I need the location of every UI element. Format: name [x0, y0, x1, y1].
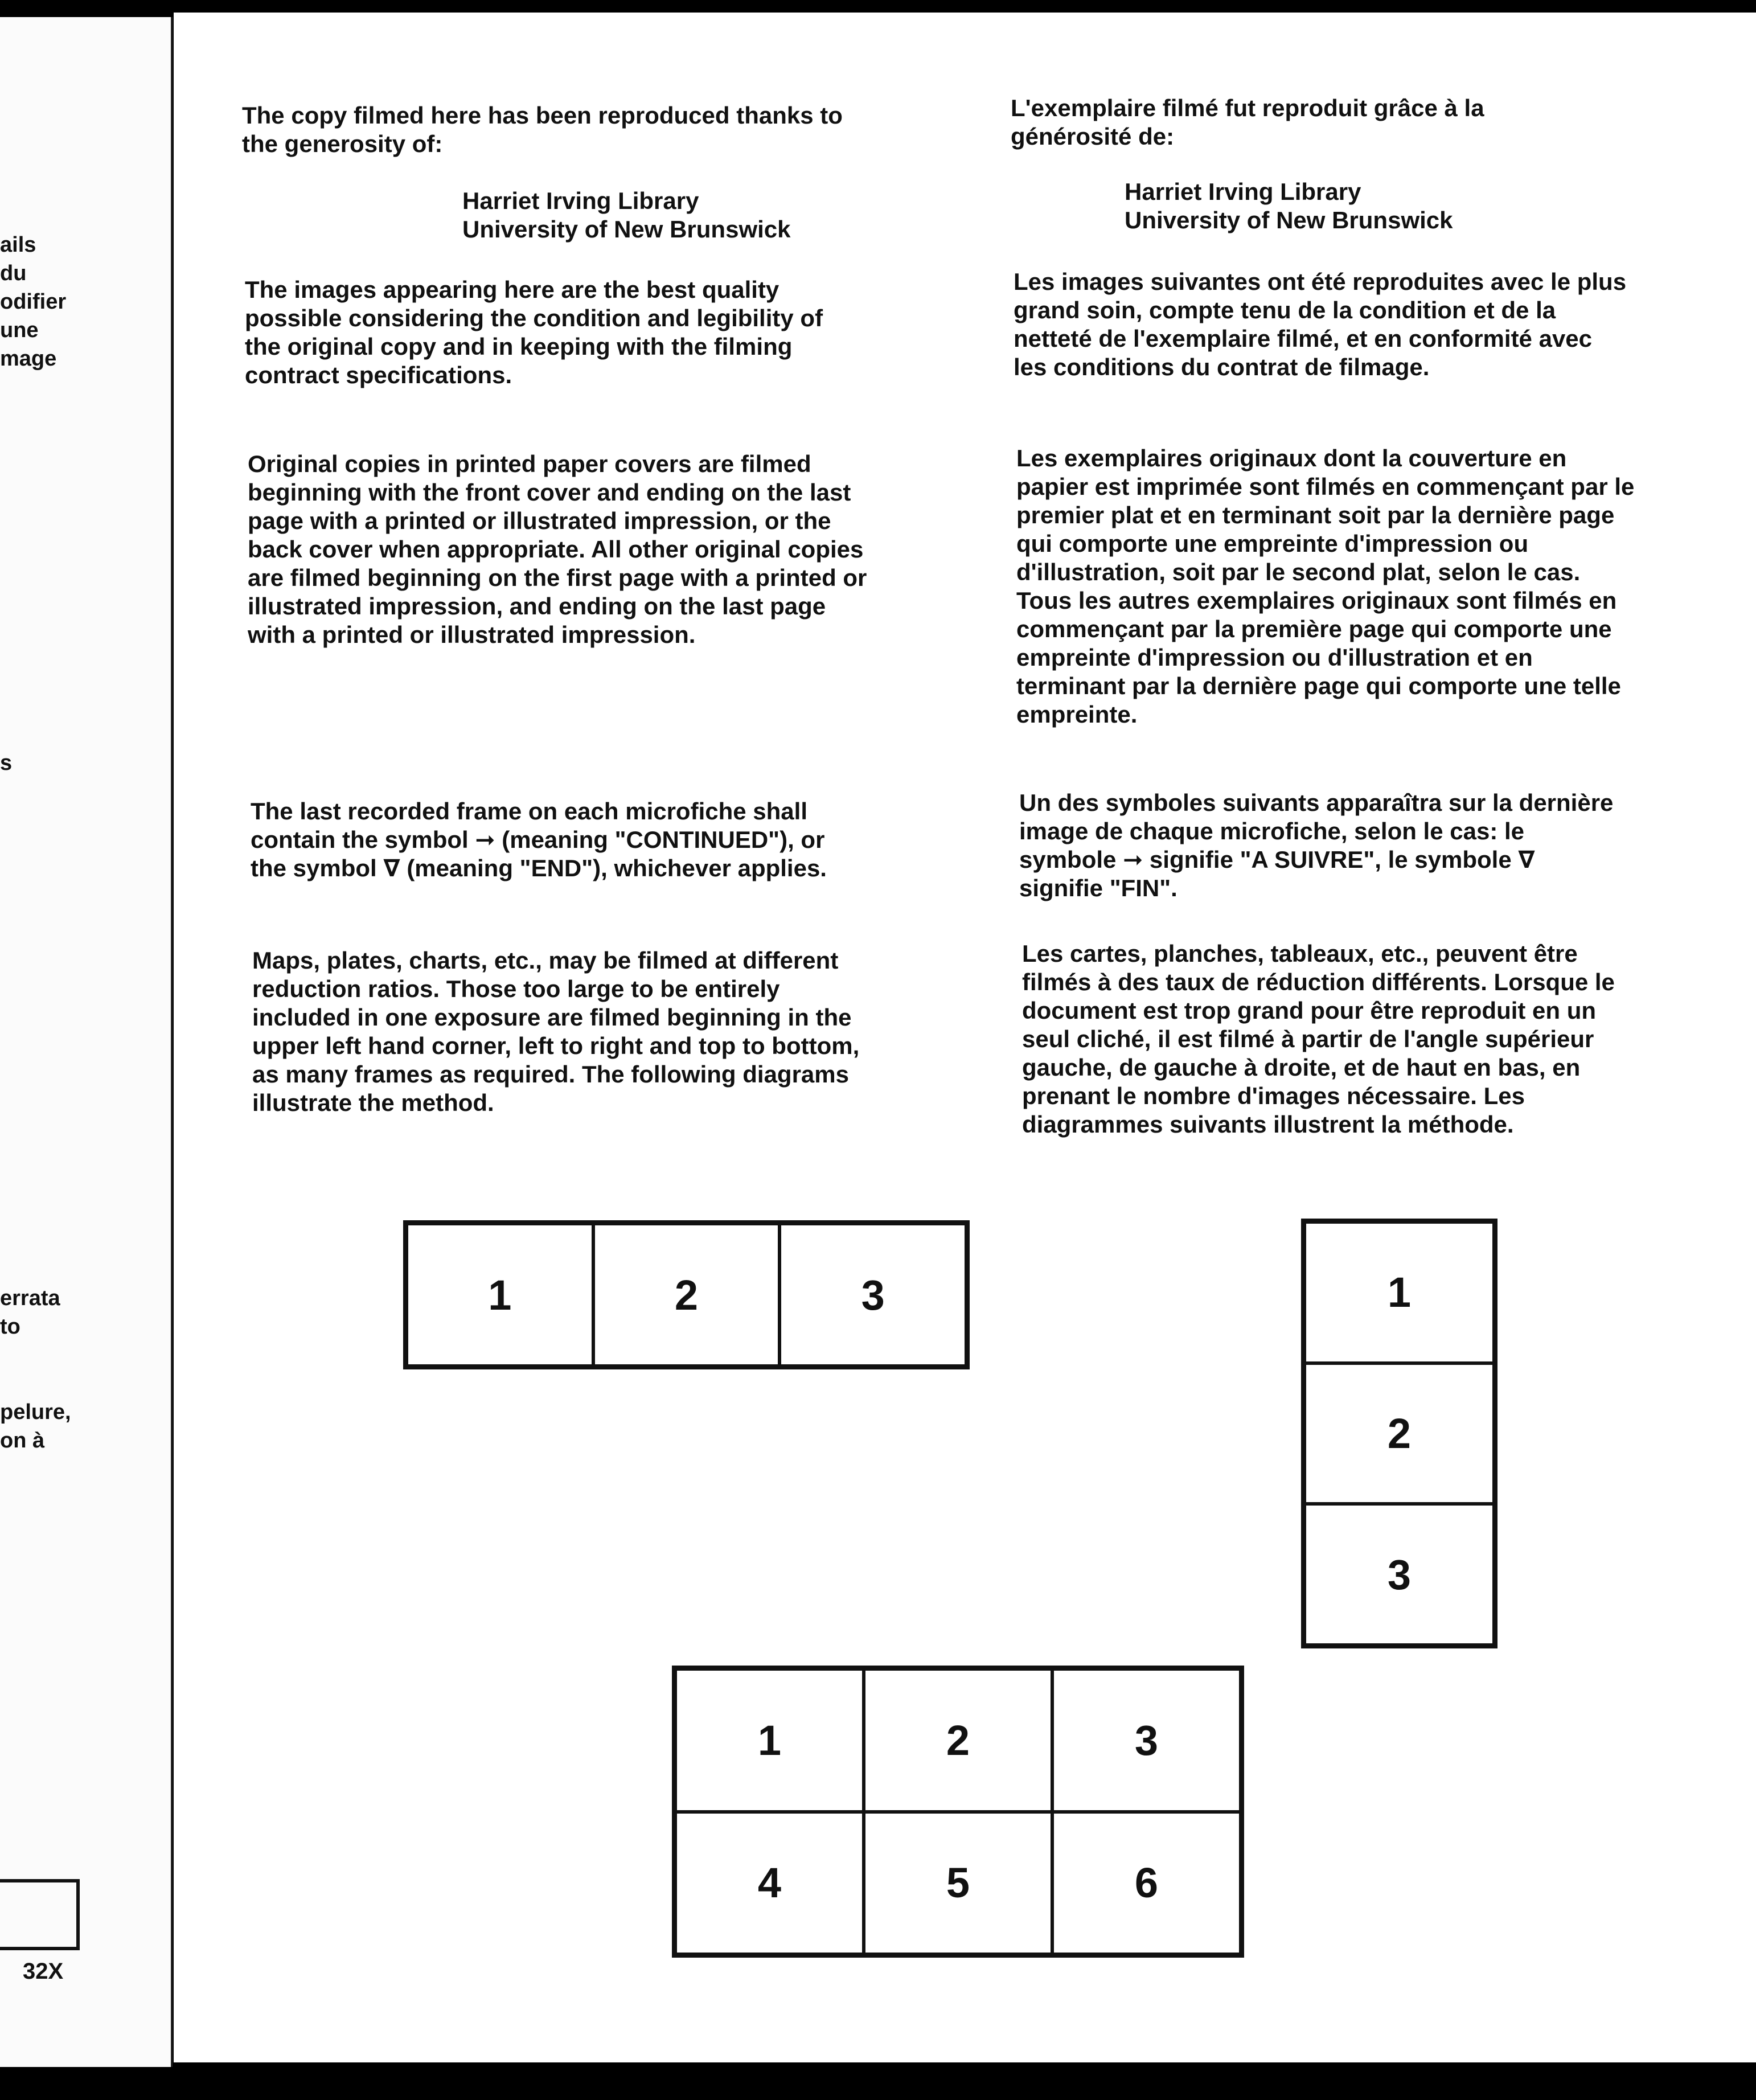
frame-cell: 2 — [1304, 1363, 1494, 1504]
page-number: 32X — [23, 1959, 64, 1984]
frame-cell: 4 — [675, 1812, 864, 1955]
french-maps-paragraph: Les cartes, planches, tableaux, etc., peuvent être filmés à des taux de réduction différents. Lorsque le document est trop grand pour être reproduit en un seul cliché, il est filmé à partir de l'angle supérieur gauche, de gauche à droite, et de haut en bas, en prenant le nombre d'images nécessaire. Les diagrammes suivants illustrent la méthode. — [1022, 940, 1615, 1138]
grid-frames-diagram — [672, 1666, 1244, 1958]
left-fragment: on à — [0, 1429, 45, 1453]
frame-cell: 3 — [1052, 1669, 1241, 1812]
library-name: Harriet Irving Library — [1125, 178, 1361, 205]
university-name: University of New Brunswick — [462, 216, 791, 243]
frame-cell: 1 — [675, 1669, 864, 1812]
horizontal-frames-diagram — [403, 1220, 970, 1369]
french-last-frame-paragraph: Un des symboles suivants apparaîtra sur la dernière image de chaque microfiche, selon le cas: le symbole ➞ signifie "A SUIVRE", le symbole ∇ signifie "FIN". — [1019, 789, 1614, 901]
frame-cell: 3 — [1304, 1504, 1494, 1645]
frame-cell: 5 — [864, 1812, 1052, 1955]
frame-cell: 2 — [864, 1669, 1052, 1812]
french-intro: L'exemplaire filmé fut reproduit grâce à la générosité de: — [1011, 95, 1484, 150]
left-fragment: mage — [0, 347, 57, 371]
library-name: Harriet Irving Library — [462, 187, 699, 214]
left-fragment: errata — [0, 1286, 60, 1310]
frame-cell: 2 — [593, 1224, 780, 1366]
left-fragment: pelure, — [0, 1400, 71, 1424]
left-fragment: du — [0, 261, 27, 285]
frame-corner-mark — [0, 1879, 80, 1950]
english-intro: The copy filmed here has been reproduced thanks to the generosity of: — [242, 102, 843, 157]
english-maps-paragraph: Maps, plates, charts, etc., may be filmed at different reduction ratios. Those too large to be entirely included in one exposure are filmed beginning in the upper left hand corner, left to right and top to bottom, as many frames as required. The following diagrams illustrate the method. — [252, 947, 860, 1116]
page-right-margin — [1714, 13, 1756, 2062]
french-original-copies-paragraph: Les exemplaires originaux dont la couverture en papier est imprimée sont filmés en commençant par le premier plat et en terminant soit par la dernière page qui comporte une empreinte d'impression ou d'illustration, soit par le second plat, selon le cas. Tous les autres exemplaires originaux sont filmés en commençant par la première page qui comporte une empreinte d'impression ou d'illustration et en terminant par la dernière page qui comporte une telle empreinte. — [1016, 445, 1635, 728]
university-name: University of New Brunswick — [1125, 207, 1453, 233]
frame-cell: 6 — [1052, 1812, 1241, 1955]
left-fragment: to — [0, 1315, 20, 1339]
english-last-frame-paragraph: The last recorded frame on each microfiche shall contain the symbol ➞ (meaning "CONTINUED"), or the symbol ∇ (meaning "END"), whichever applies. — [251, 798, 827, 881]
frame-cell: 3 — [779, 1224, 966, 1366]
english-library — [462, 187, 861, 244]
frame-cell: 1 — [407, 1224, 593, 1366]
left-fragment: s — [0, 751, 13, 775]
frame-cell: 1 — [1304, 1222, 1494, 1363]
left-fragment: odifier — [0, 290, 67, 314]
left-fragment: une — [0, 318, 39, 342]
english-original-copies-paragraph: Original copies in printed paper covers are filmed beginning with the front cover and ending on the last page with a printed or illustrated impression, or the back cover when appropriate. All other original copies are filmed beginning on the first page with a printed or illustrated impression, and ending on the last page with a printed or illustrated impression. — [248, 450, 867, 648]
french-quality-paragraph: Les images suivantes ont été reproduites avec le plus grand soin, compte tenu de la condition et de la netteté de l'exemplaire filmé, et en conformité avec les conditions du contrat de filmage. — [1014, 268, 1627, 380]
left-fragment: ails — [0, 233, 36, 257]
french-library — [1125, 178, 1523, 235]
english-quality-paragraph: The images appearing here are the best quality possible considering the condition and legibility of the original copy and in keeping with the filming contract specifications. — [245, 276, 823, 388]
vertical-frames-diagram — [1301, 1219, 1497, 1648]
